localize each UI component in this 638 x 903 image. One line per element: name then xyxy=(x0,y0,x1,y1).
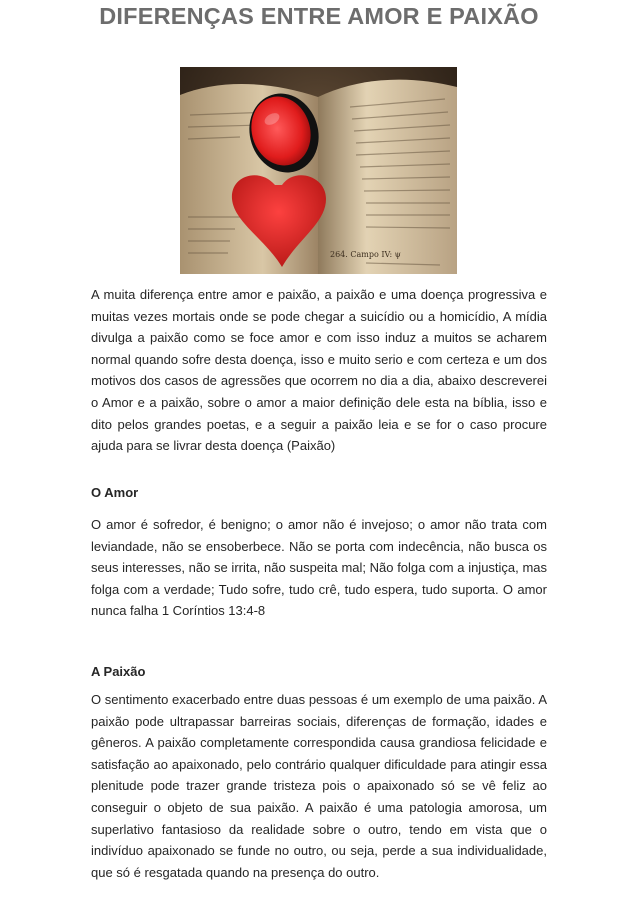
section-heading-amor: O Amor xyxy=(91,485,139,500)
section-text-amor: O amor é sofredor, é benigno; o amor não é invejoso; o amor não trata com leviandade, não se ensoberbece. Não se porta com indecência, não busca os seus interesses, não se irrita, não suspeita mal; Não folga com a injustiça, mas folga com a verdade; Tudo sofre, tudo crê, tudo espera, tudo suporta. O amor nunca falha 1 Coríntios 13:4-8 xyxy=(91,517,547,619)
section-text-paixao: O sentimento exacerbado entre duas pessoas é um exemplo de uma paixão. A paixão pode ultrapassar barreiras sociais, diferenças de formação, idades e gêneros. A paixão completamente correspondida causa grandiosa felicidade e satisfação ao apaixonado, pelo contrário qualquer dificuldade para atingir essa plenitude pode trazer grande tristeza pois o apaixonado só se vê feliz ao conseguir o objeto de sua paixão. A paixão é uma patologia amorosa, um superlativo fantasioso da realidade sobre o outro, tendo em vista que o indivíduo apaixonado se funde no outro, ou seja, perde a sua individualidade, que só é resgatada quando na presença do outro. xyxy=(91,692,547,880)
intro-paragraph: A muita diferença entre amor e paixão, a paixão e uma doença progressiva e muitas vezes mortais onde se pode chegar a suicídio ou a homicídio, A mídia divulga a paixão como se foce amor e com isso induz a muitos se acharem normal quando sofre desta doença, isso e muito serio e com certeza e um dos motivos dos casos de agressões que ocorrem no dia a dia, abaixo descreverei o Amor e a paixão, sobre o amor a maior definição dele esta na bíblia, isso e dito pelos grandes poetas, e a seguir a paixão leia e se for o caso procure ajuda para se livrar desta doença (Paixão) xyxy=(91,287,547,454)
page-title: DIFERENÇAS ENTRE AMOR E PAIXÃO xyxy=(99,3,539,29)
book-heart-photo xyxy=(180,67,457,274)
book-caption-text: 264. Campo IV: ψ xyxy=(330,250,401,259)
section-heading-paixao: A Paixão xyxy=(91,664,146,679)
book-heart-image xyxy=(180,67,457,274)
